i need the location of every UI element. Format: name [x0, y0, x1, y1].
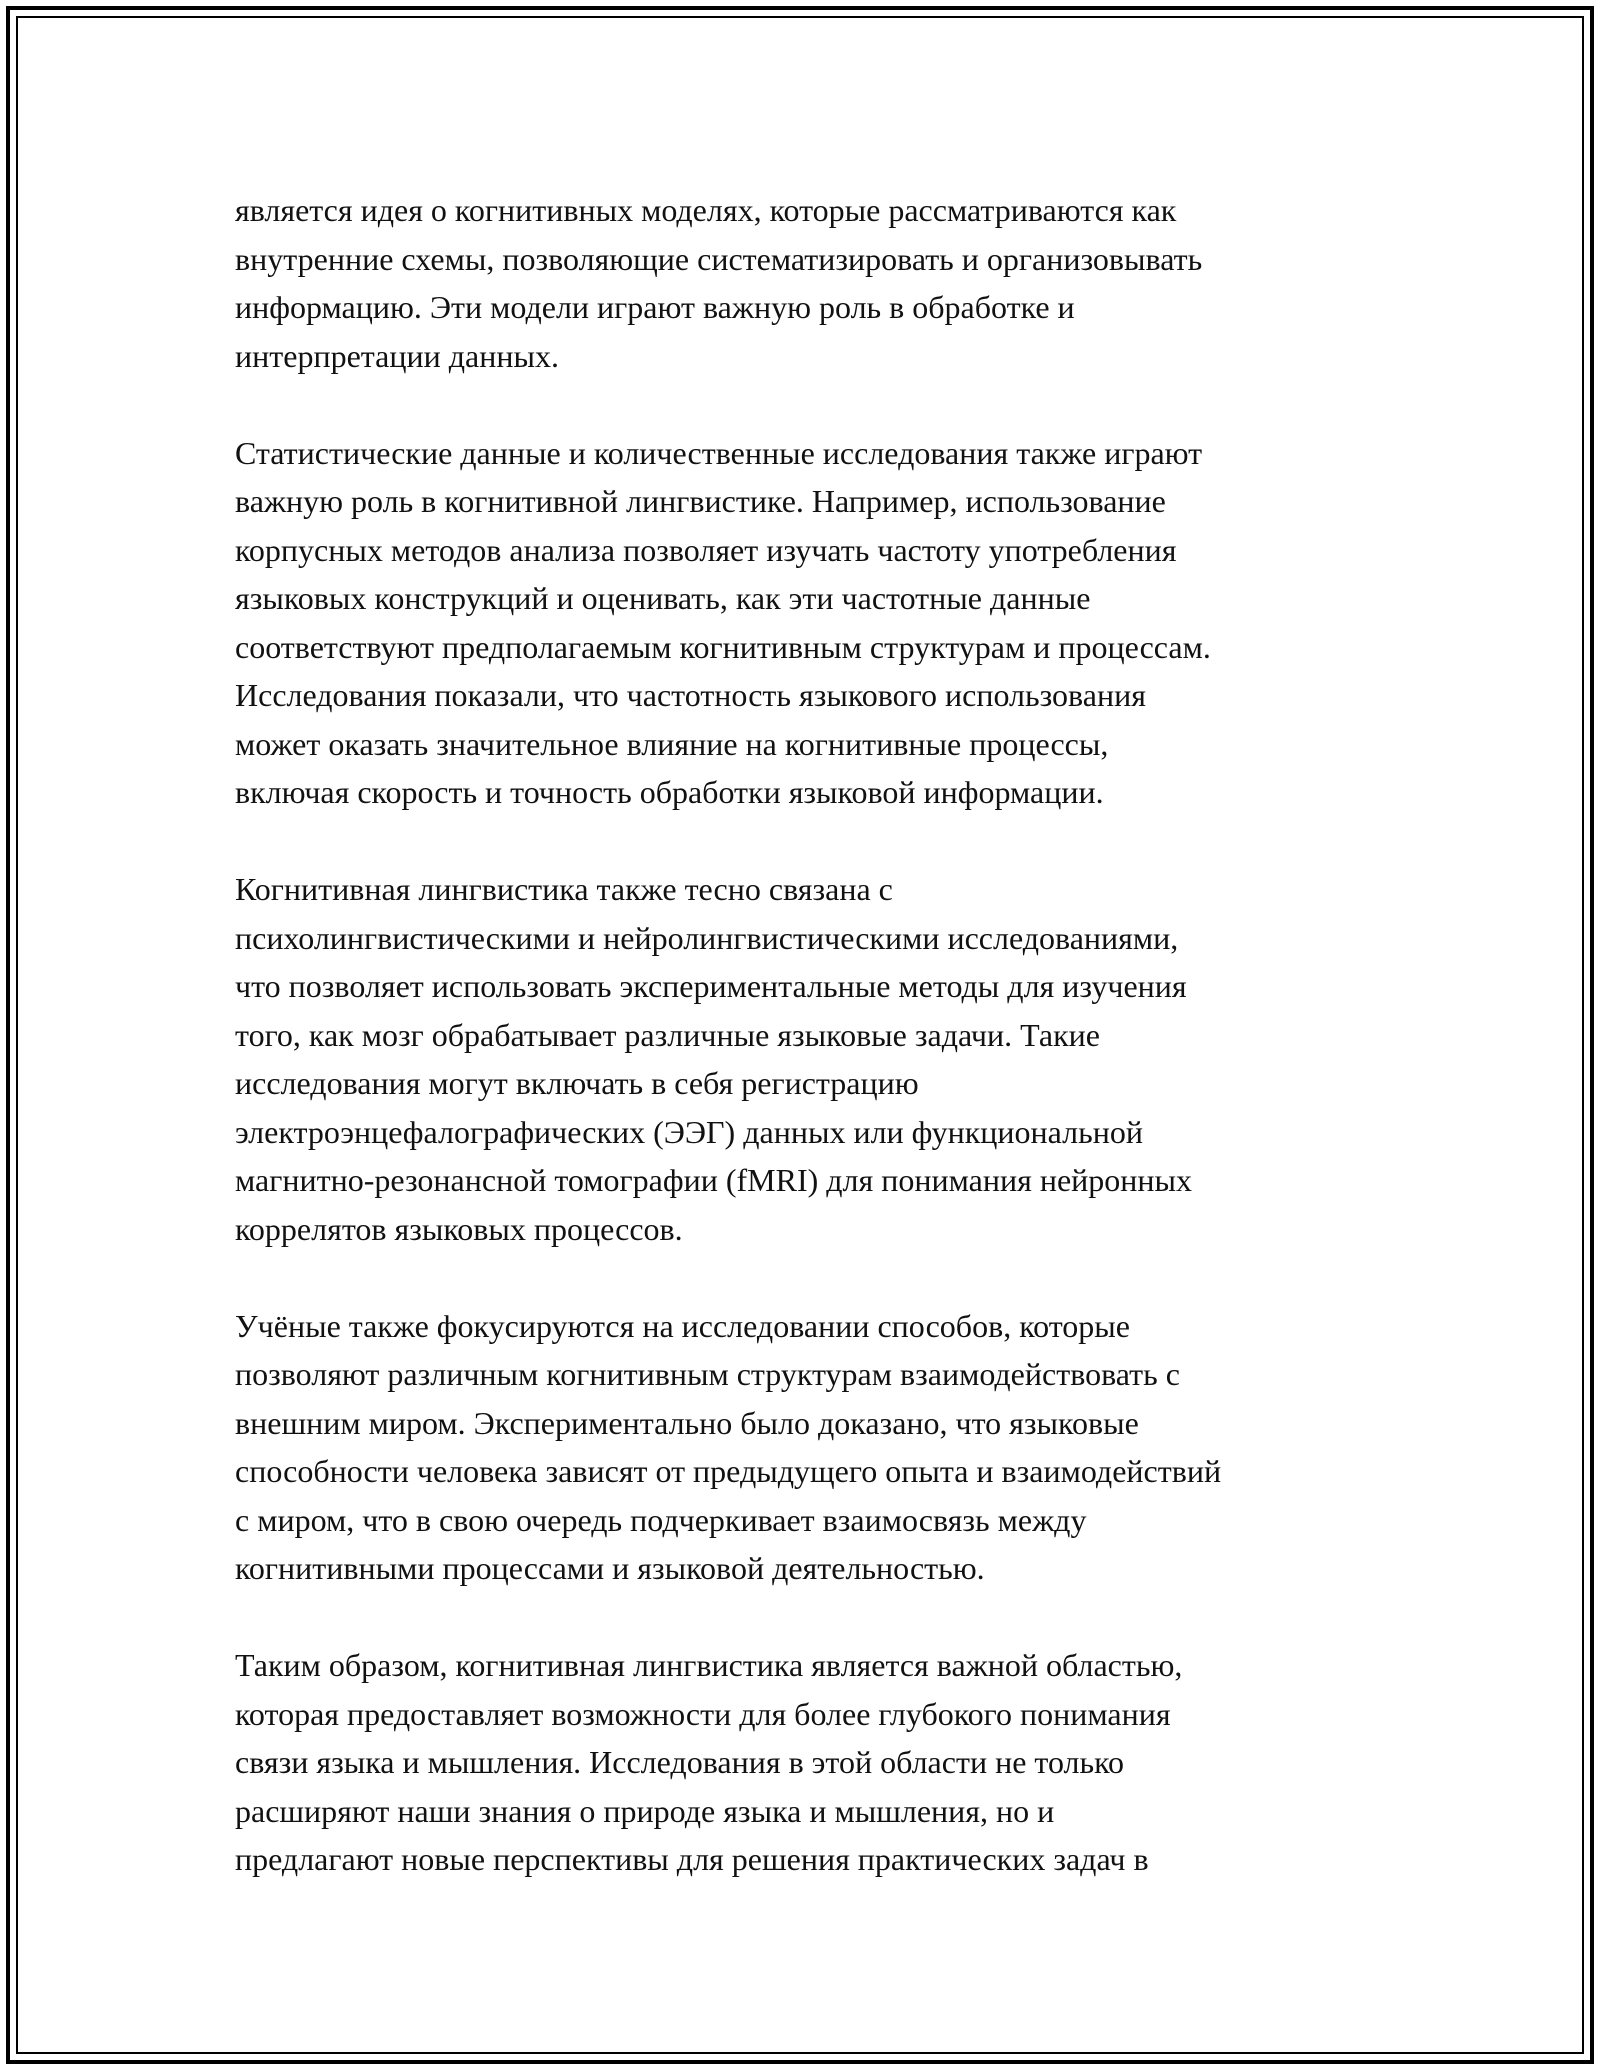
text-line: интерпретации данных.: [235, 337, 559, 374]
text-line: связи языка и мышления. Исследования в этой области не только: [235, 1744, 1125, 1780]
text-line: включая скорость и точность обработки языковой информации.: [235, 774, 1104, 810]
text-line: исследования могут включать в себя регистрацию: [235, 1065, 919, 1101]
text-line: которая предоставляет возможности для более глубокого понимания: [235, 1695, 1171, 1732]
text-line: соответствуют предполагаемым когнитивным структурам и процессам.: [235, 628, 1211, 665]
text-line: Учёные также фокусируются на исследовании способов, которые: [235, 1307, 1130, 1344]
paragraph-5: [235, 1641, 1395, 1884]
text-line: Статистические данные и количественные исследования также играют: [235, 434, 1203, 471]
text-line: корпусных методов анализа позволяет изучать частоту употребления: [235, 531, 1177, 568]
text-line: психолингвистическими и нейролингвистическими исследованиями,: [235, 919, 1179, 956]
paragraph-4: [235, 1302, 1395, 1593]
text-line: электроэнцефалографических (ЭЭГ) данных или функциональной: [235, 1113, 1143, 1150]
text-line: позволяют различным когнитивным структурам взаимодействовать с: [235, 1356, 1180, 1392]
text-line: что позволяет использовать экспериментальные методы для изучения: [235, 968, 1187, 1004]
text-line: может оказать значительное влияние на когнитивные процессы,: [235, 725, 1109, 762]
document-body: [235, 186, 1395, 1884]
text-line: Когнитивная лингвистика также тесно связана с: [235, 871, 893, 907]
text-line: внутренние схемы, позволяющие систематизировать и организовывать: [235, 240, 1203, 277]
text-line: Исследования показали, что частотность языкового использования: [235, 677, 1146, 713]
text-line: расширяют наши знания о природе языка и мышления, но и: [235, 1792, 1055, 1829]
text-line: Таким образом, когнитивная лингвистика является важной областью,: [235, 1647, 1183, 1683]
paragraph-3: [235, 865, 1395, 1253]
text-line: важную роль в когнитивной лингвистике. Например, использование: [235, 483, 1166, 519]
text-line: языковых конструкций и оценивать, как эти частотные данные: [235, 580, 1091, 616]
text-line: является идея о когнитивных моделях, которые рассматриваются как: [235, 192, 1177, 228]
text-line: магнитно-резонансной томографии (fMRI) для понимания нейронных: [235, 1162, 1193, 1198]
text-line: способности человека зависят от предыдущего опыта и взаимодействий: [235, 1453, 1222, 1489]
paragraph-1: [235, 186, 1395, 380]
text-line: коррелятов языковых процессов.: [235, 1210, 683, 1247]
paragraph-2: [235, 429, 1395, 817]
text-line: с миром, что в свою очередь подчеркивает взаимосвязь между: [235, 1501, 1087, 1538]
text-line: предлагают новые перспективы для решения практических задач в: [235, 1841, 1149, 1877]
text-line: того, как мозг обрабатывает различные языковые задачи. Такие: [235, 1016, 1100, 1053]
text-line: внешним миром. Экспериментально было доказано, что языковые: [235, 1404, 1139, 1441]
text-line: информацию. Эти модели играют важную роль в обработке и: [235, 289, 1075, 325]
text-line: когнитивными процессами и языковой деятельностью.: [235, 1550, 985, 1586]
